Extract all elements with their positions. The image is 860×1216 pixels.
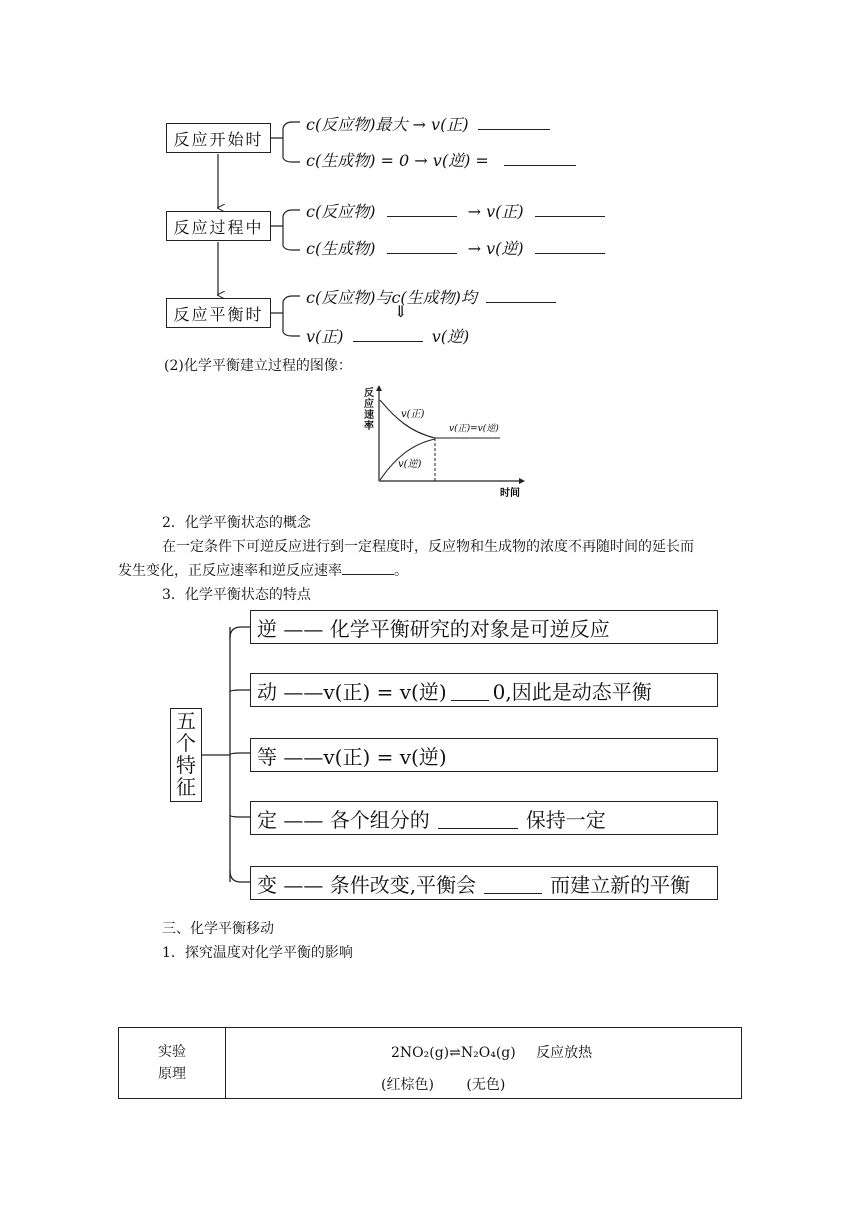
stage-equilibrium-label: 反应平衡时 [173,304,264,324]
experiment-table [118,1027,742,1099]
row-label-line2: 原理 [158,1066,186,1082]
feature-dynamic-text: 动 ——v(正) = v(逆) [257,679,447,704]
answer-blank[interactable] [478,113,550,130]
answer-blank[interactable] [387,237,457,254]
feature-reversible [250,610,718,644]
stage-start-row2 [306,148,576,171]
exothermic-note: 反应放热 [536,1045,593,1061]
section2-line2-text: 发生变化，正反应速率和逆反应速率 [118,563,342,579]
answer-blank[interactable] [486,286,556,303]
part3-title: 三、化学平衡移动 [162,921,274,937]
stage-process-label: 反应过程中 [173,217,264,237]
stage-equilibrium-row2 [306,324,469,347]
answer-blank[interactable] [387,200,457,217]
reactant-conc-text: c(反应物) [306,202,376,221]
stage-equilibrium-row1 [306,285,556,308]
reactant-formula: 2NO₂(g) [391,1045,450,1061]
reverse-rate-text: → v(逆) [467,239,524,258]
forward-rate-label: v(正) [401,409,425,420]
forward-rate-text: → v(正) [467,202,524,221]
product-zero-text: c(生成物) = 0 → [306,151,433,170]
equilibrium-arrow: ⇌ [449,1045,461,1061]
row-label-cell [119,1028,226,1099]
answer-blank[interactable] [504,149,576,166]
stage-process-row1 [306,199,605,222]
product-conc-text: c(生成物) [306,239,376,258]
stage-start-row1 [306,112,550,135]
answer-blank[interactable] [342,560,394,575]
reactant-color: (红棕色) [381,1077,434,1093]
feature-fixed-text-2: 保持一定 [525,807,606,832]
reverse-rate-text: v(逆) = [432,151,489,170]
section2-title: 2．化学平衡状态的概念 [162,515,311,531]
forward-rate-text: v(正) [306,327,344,346]
stage-start-label: 反应开始时 [173,129,264,149]
reverse-rate-label: v(逆) [398,459,422,470]
feature-dynamic [250,673,718,707]
answer-blank[interactable] [451,680,489,701]
feature-fixed [250,801,718,835]
feature-equal-text: 等 ——v(正) = v(逆) [257,744,447,769]
reactant-max-text: c(反应物)最大 → [306,115,432,134]
equation [391,1042,592,1062]
x-axis-label: 时间 [500,488,520,499]
color-labels [381,1074,505,1094]
answer-blank[interactable] [484,873,542,894]
equal-rate-label: v(正)=v(逆) [449,424,499,434]
principle-cell [226,1028,742,1099]
section3-title: 3．化学平衡状态的特点 [162,587,311,603]
reverse-rate-text: v(逆) [431,327,470,346]
product-formula: N₂O₄(g) [460,1045,516,1061]
answer-blank[interactable] [535,200,605,217]
graph-caption: (2)化学平衡建立过程的图像： [164,358,352,374]
table-row [119,1028,742,1099]
answer-blank[interactable] [438,808,518,829]
part3-subtitle: 1．探究温度对化学平衡的影响 [162,945,353,961]
stage-process-row2 [306,236,605,259]
concentration-constant-text: c(反应物)与c(生成物)均 [306,288,477,307]
feature-fixed-text: 定 —— 各个组分的 [257,807,430,832]
five-features-label: 五个特征 [176,709,196,799]
y-axis-label: 反应速率 [364,388,374,432]
period: 。 [394,563,408,579]
answer-blank[interactable] [535,237,605,254]
feature-change-text-2: 而建立新的平衡 [550,872,691,897]
section2-line1: 在一定条件下可逆反应进行到一定程度时，反应物和生成物的浓度不再随时间的延长而 [162,539,694,555]
section2-line2 [118,560,408,580]
feature-equal [250,738,718,772]
row-label-line1: 实验 [158,1044,186,1060]
feature-reversible-text: 逆 —— 化学平衡研究的对象是可逆反应 [257,616,610,641]
feature-dynamic-text-2: 0,因此是动态平衡 [492,679,652,704]
equilibrium-graph [360,382,540,500]
feature-change-text: 变 —— 条件改变,平衡会 [257,872,477,897]
forward-rate-text: v(正) [431,115,469,134]
product-color: (无色) [466,1077,506,1093]
feature-change [250,866,718,900]
answer-blank[interactable] [353,325,423,342]
down-double-arrow: ⇓ [394,302,408,321]
